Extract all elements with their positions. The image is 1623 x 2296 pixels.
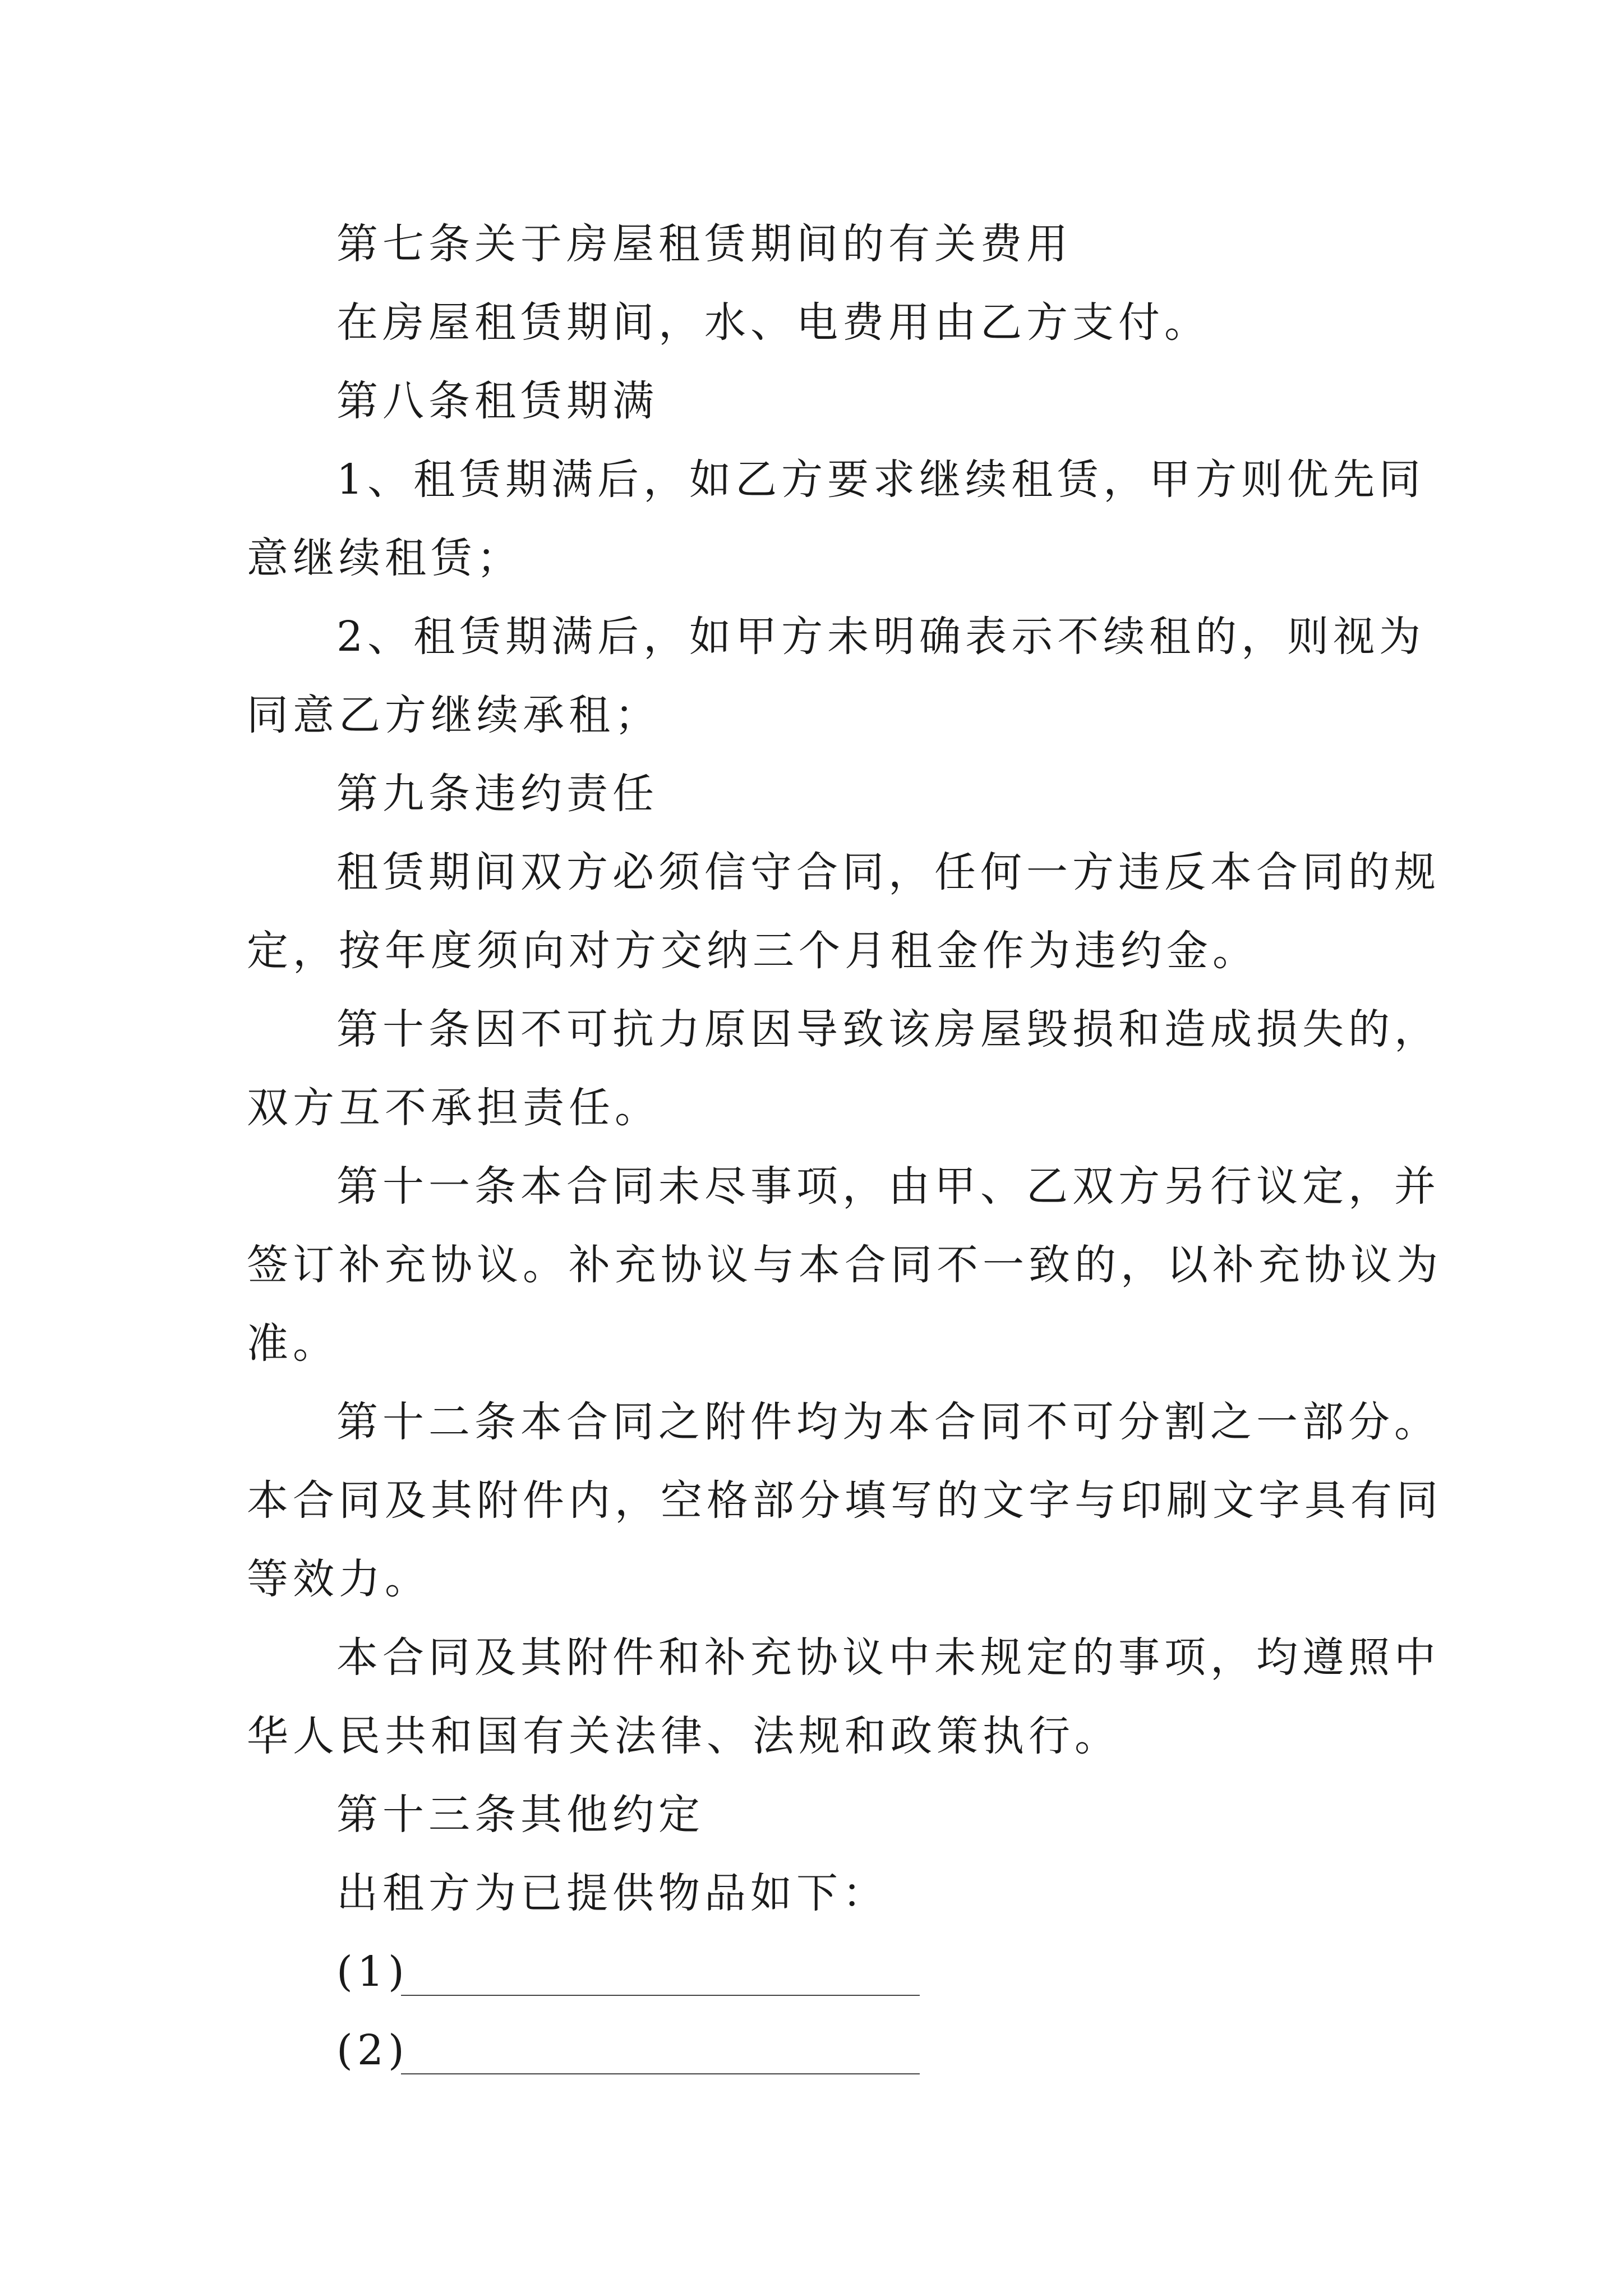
article-11-line-1: 第十一条本合同未尽事项，由甲、乙双方另行议定，并 [336, 1162, 1440, 1211]
article-10-line-2: 双方互不承担责任。 [247, 1084, 661, 1132]
article-12-line-1: 第十二条本合同之附件均为本合同不可分割之一部分。 [336, 1398, 1440, 1446]
provided-items-intro: 出租方为已提供物品如下： [336, 1869, 888, 1917]
article-8-item-2-line-1: 2、租赁期满后，如甲方未明确表示不续租的，则视为 [336, 613, 1426, 661]
article-10-line-1: 第十条因不可抗力原因导致该房屋毁损和造成损失的， [336, 1005, 1440, 1053]
article-11-line-2: 签订补充协议。补充协议与本合同不一致的，以补充协议为 [247, 1241, 1442, 1289]
article-8-item-1-line-2: 意继续租赁； [247, 534, 523, 582]
article-9-text-line-2: 定，按年度须向对方交纳三个月租金作为违约金。 [247, 927, 1258, 975]
article-12-line-2: 本合同及其附件内，空格部分填写的文字与印刷文字具有同 [247, 1476, 1442, 1525]
article-9-text-line-1: 租赁期间双方必须信守合同，任何一方违反本合同的规 [336, 848, 1440, 896]
article-12-line-3: 等效力。 [247, 1555, 431, 1603]
article-7-heading: 第七条关于房屋租赁期间的有关费用 [336, 220, 1072, 268]
article-13-heading: 第十三条其他约定 [336, 1791, 704, 1839]
item-2-label: (2) [336, 2026, 409, 2074]
article-8-item-1-line-1: 1、租赁期满后，如乙方要求继续租赁，甲方则优先同 [336, 455, 1426, 504]
law-clause-line-2: 华人民共和国有关法律、法规和政策执行。 [247, 1712, 1121, 1760]
item-1-blank-line [401, 1995, 920, 1996]
article-8-item-2-line-2: 同意乙方继续承租； [247, 691, 661, 739]
article-7-text: 在房屋租赁期间，水、电费用由乙方支付。 [336, 298, 1210, 347]
law-clause-line-1: 本合同及其附件和补充协议中未规定的事项，均遵照中 [336, 1634, 1440, 1682]
article-9-heading: 第九条违约责任 [336, 770, 658, 818]
item-2-blank-line [401, 2073, 920, 2074]
article-11-line-3: 准。 [247, 1319, 339, 1368]
item-1-label: (1) [336, 1948, 409, 1996]
article-8-heading: 第八条租赁期满 [336, 377, 658, 425]
